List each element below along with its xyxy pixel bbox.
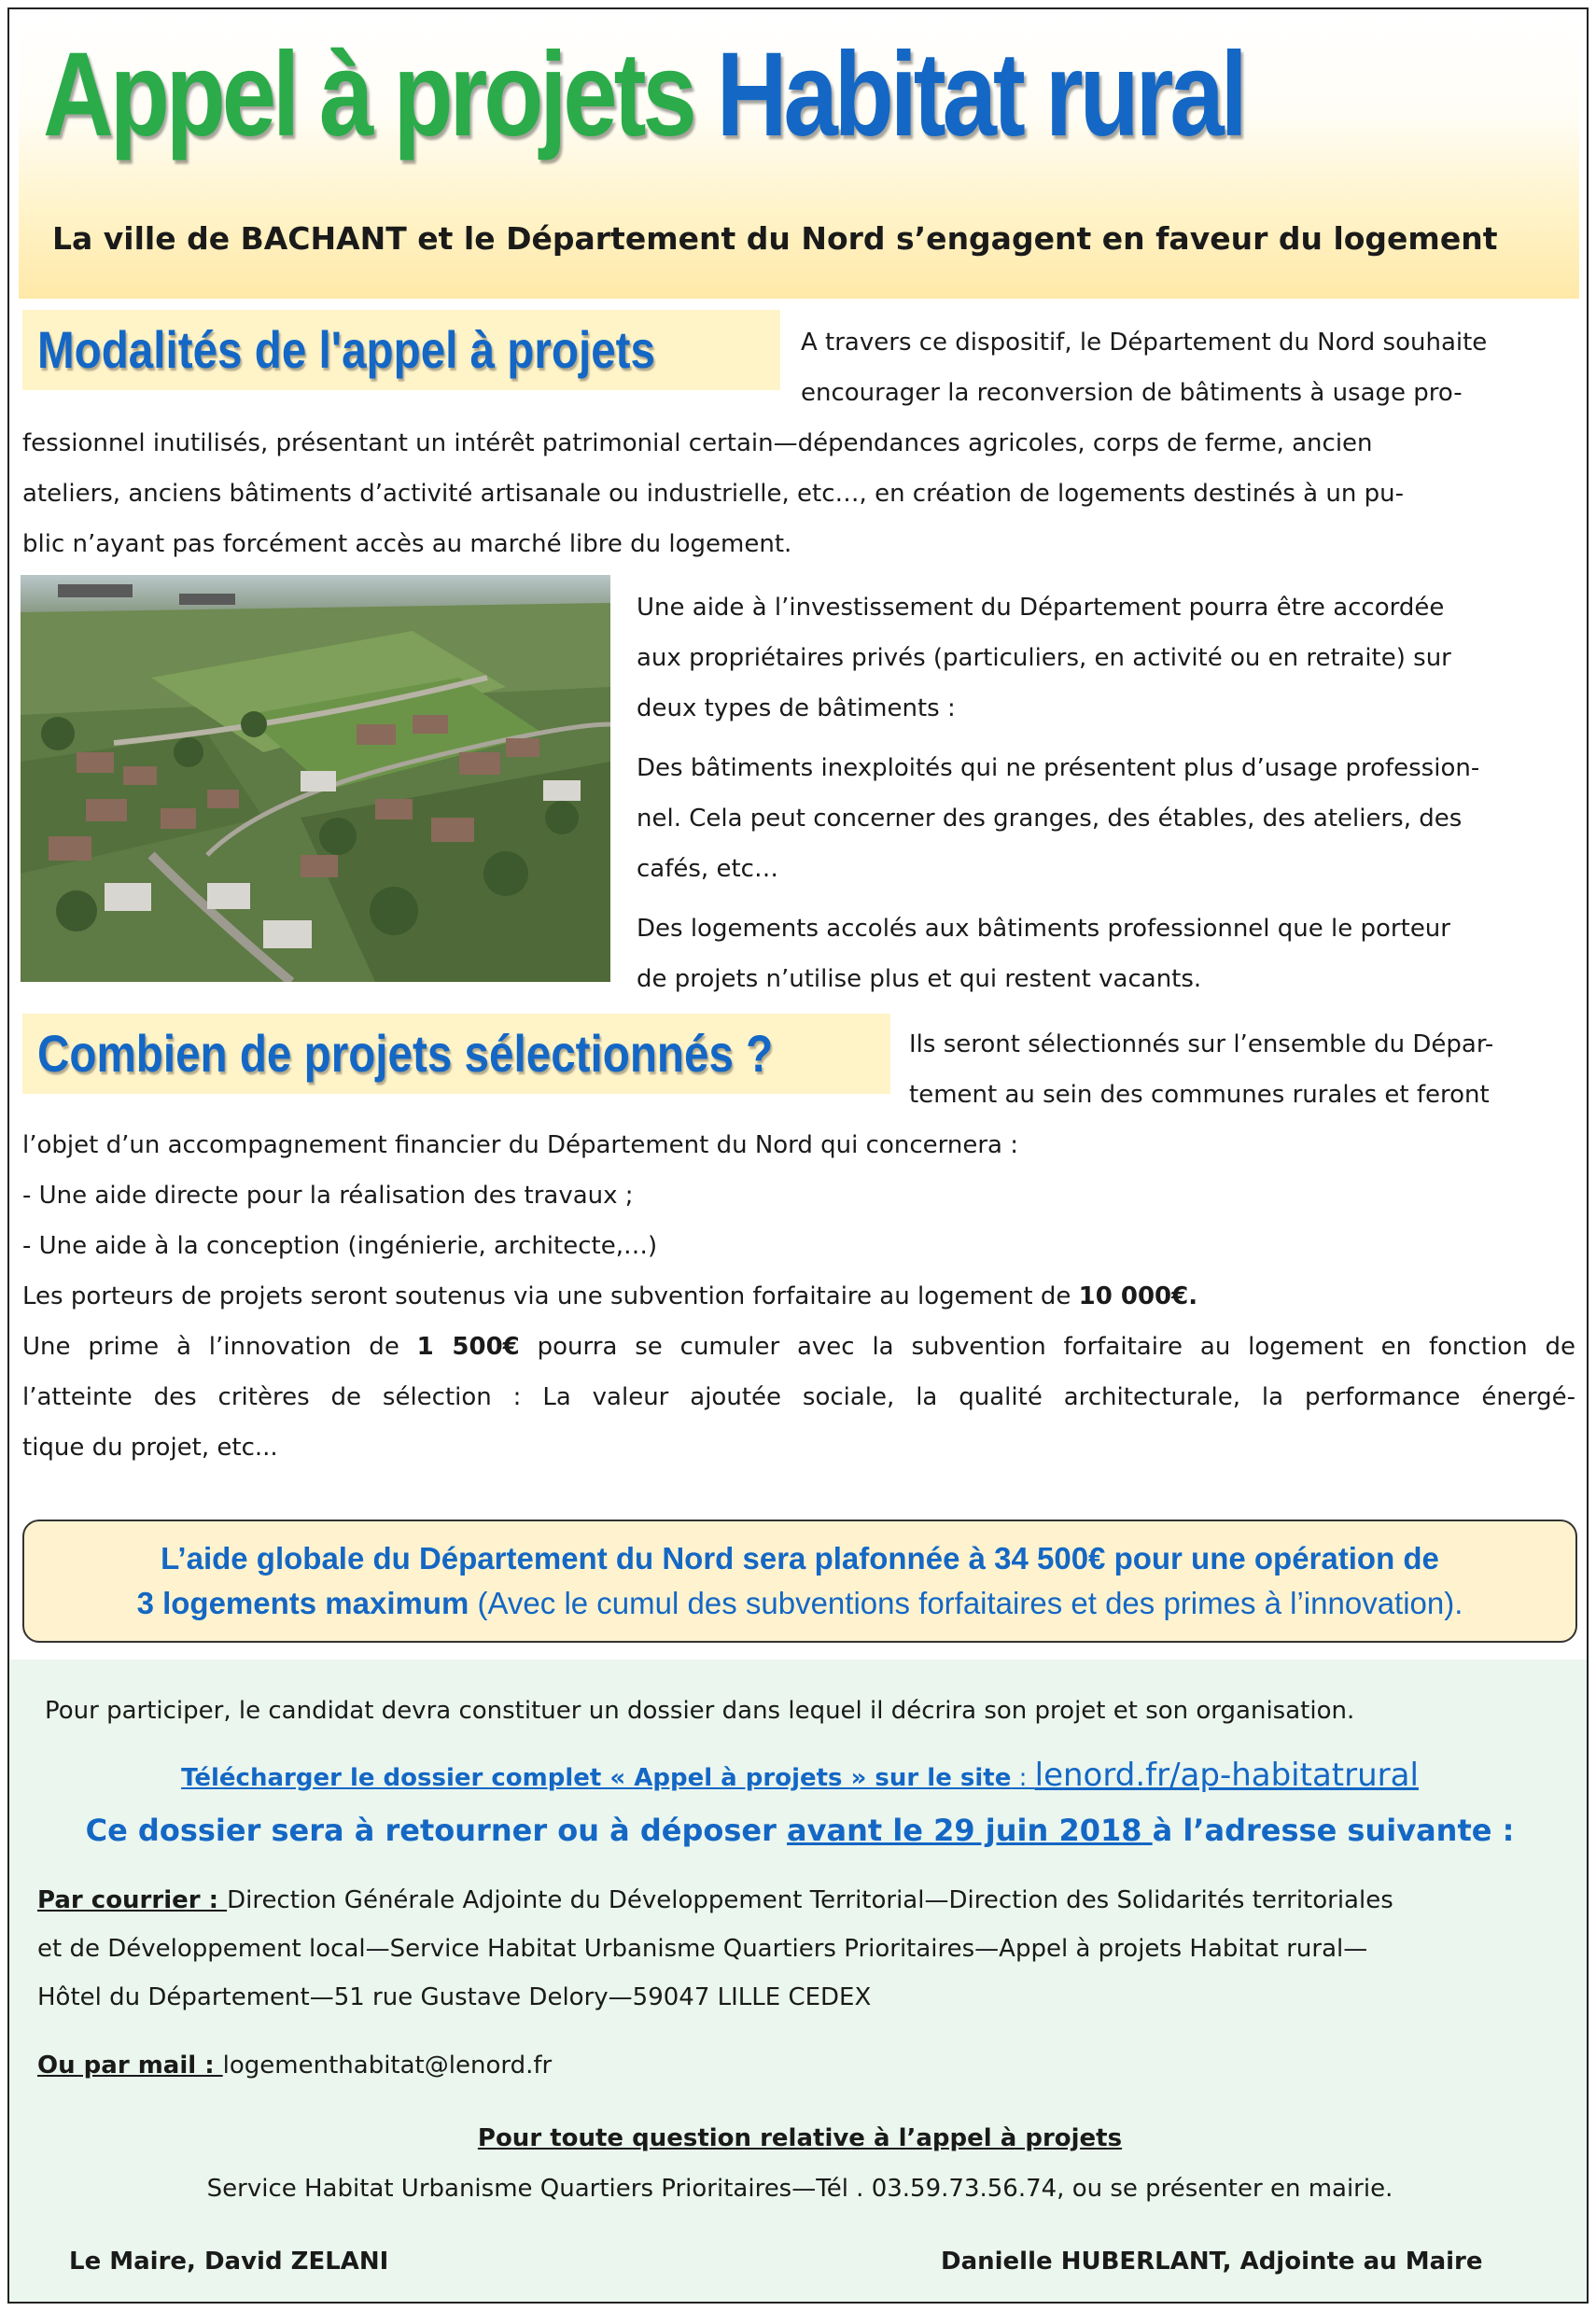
- aerial-village-photo: [21, 575, 610, 982]
- subsidy-line: [22, 1271, 1575, 1322]
- email-label: Ou par mail :: [37, 2052, 223, 2080]
- intro-text: Pour participer, le candidat devra constituer un dossier dans lequel il décrira son projet et son organisation.: [45, 1697, 1355, 1725]
- text-line: blic n’ayant pas forcément accès au marché libre du logement.: [22, 530, 792, 558]
- question-text: Service Habitat Urbanisme Quartiers Prioritaires—Tél . 03.59.73.56.74, ou se présenter en mairie.: [206, 2175, 1393, 2203]
- subsidy-text: Les porteurs de projets seront soutenus via une subvention forfaitaire au logement de: [22, 1282, 1079, 1310]
- section2-full-text: [22, 1120, 1575, 1473]
- funding-cap-line2: [24, 1581, 1575, 1626]
- deadline-date: avant le 29 juin 2018: [787, 1813, 1153, 1848]
- title-part-green: Appel à projets: [43, 28, 693, 161]
- download-separator: :: [1011, 1764, 1035, 1792]
- email-line: [37, 2052, 552, 2080]
- funding-cap-bold: 3 logements maximum: [136, 1586, 469, 1620]
- postal-address: [37, 1876, 1393, 2022]
- text-line: ateliers, anciens bâtiments d’activité artisanale ou industrielle, etc…, en création de logements destinés à un pu-: [22, 480, 1404, 508]
- section-title-modalites: [22, 310, 780, 390]
- prime-text-b: pourra se cumuler avec la subvention forfaitaire au logement en fonction de: [519, 1333, 1575, 1361]
- text-line: deux types de bâtiments :: [637, 694, 956, 722]
- text-line: Des logements accolés aux bâtiments professionnel que le porteur: [637, 915, 1450, 943]
- signature-deputy: Danielle HUBERLANT, Adjointe au Maire: [941, 2248, 1483, 2276]
- download-url-link[interactable]: lenord.fr/ap-habitatrural: [1034, 1757, 1419, 1794]
- question-title: Pour toute question relative à l’appel à projets: [477, 2124, 1123, 2152]
- flyer-page: [7, 7, 1589, 2304]
- postal-line: Hôtel du Département—51 rue Gustave Delory—59047 LILLE CEDEX: [37, 1983, 872, 2011]
- text-line: fessionnel inutilisés, présentant un intérêt patrimonial certain—dépendances agricoles, corps de ferme, ancien: [22, 429, 1373, 457]
- text-line: Une aide à l’investissement du Département pourra être accordée: [637, 594, 1445, 622]
- text-line: nel. Cela peut concerner des granges, des étables, des ateliers, des: [637, 805, 1463, 833]
- text-line: Ils seront sélectionnés sur l’ensemble du Dépar-: [909, 1030, 1494, 1058]
- text-line: tique du projet, etc...: [22, 1434, 278, 1462]
- section2-side-text: [909, 1019, 1575, 1120]
- funding-cap-line1: L’aide globale du Département du Nord sera plafonnée à 34 500€ pour une opération de: [161, 1541, 1439, 1576]
- text-line: Des bâtiments inexploités qui ne présentent plus d’usage profession-: [637, 754, 1480, 782]
- list-item: - Une aide à la conception (ingénierie, architecte,…): [22, 1232, 658, 1260]
- text-line: A travers ce dispositif, le Département du Nord souhaite: [801, 329, 1488, 357]
- page-title: [43, 30, 1244, 161]
- section1-side-text: [801, 317, 1575, 418]
- postal-line: Direction Générale Adjointe du Développement Territorial—Direction des Solidarités territoriales: [227, 1886, 1393, 1914]
- header-banner: [19, 17, 1579, 299]
- section-title-modalites-text: Modalités de l'appel à projets: [37, 320, 656, 379]
- section1-full-text: [22, 418, 1575, 569]
- deadline-text-b: à l’adresse suivante :: [1152, 1813, 1515, 1848]
- text-line: l’objet d’un accompagnement financier du Département du Nord qui concernera :: [22, 1131, 1018, 1159]
- text-line: l’atteinte des critères de sélection : La valeur ajoutée sociale, la qualité architecturale, la performance énergé-: [22, 1383, 1575, 1411]
- subsidy-amount: 10 000€.: [1078, 1282, 1198, 1310]
- title-part-blue: Habitat rural: [716, 28, 1244, 161]
- prime-amount: 1 500€: [416, 1333, 520, 1361]
- prime-line: [22, 1322, 1575, 1372]
- section-title-combien: [22, 1014, 890, 1094]
- email-address[interactable]: logementhabitat@lenord.fr: [222, 2052, 553, 2080]
- page-subtitle: La ville de BACHANT et le Département du Nord s’engagent en faveur du logement: [52, 220, 1498, 257]
- funding-cap-rest: (Avec le cumul des subventions forfaitaires et des primes à l’innovation).: [469, 1586, 1463, 1620]
- application-section: [9, 1660, 1589, 2304]
- text-line: tement au sein des communes rurales et feront: [909, 1081, 1490, 1109]
- photo-side-text: [637, 582, 1575, 1004]
- deadline-line: [9, 1813, 1589, 1848]
- section-title-combien-text: Combien de projets sélectionnés ?: [37, 1024, 774, 1083]
- text-line: de projets n’utilise plus et qui restent vacants.: [637, 965, 1202, 993]
- download-link-label[interactable]: Télécharger le dossier complet « Appel à projets » sur le site: [181, 1764, 1012, 1792]
- text-line: aux propriétaires privés (particuliers, en activité ou en retraite) sur: [637, 644, 1451, 672]
- funding-cap-box: [22, 1520, 1577, 1643]
- postal-line: et de Développement local—Service Habitat Urbanisme Quartiers Prioritaires—Appel à projets Habitat rural—: [37, 1935, 1368, 1963]
- prime-text-a: Une prime à l’innovation de: [22, 1333, 417, 1361]
- signature-mayor: Le Maire, David ZELANI: [69, 2248, 389, 2276]
- download-line[interactable]: [9, 1757, 1589, 1794]
- list-item: - Une aide directe pour la réalisation des travaux ;: [22, 1182, 634, 1210]
- deadline-text-a: Ce dossier sera à retourner ou à déposer: [85, 1813, 788, 1848]
- text-line: cafés, etc…: [637, 855, 778, 883]
- text-line: encourager la reconversion de bâtiments à usage pro-: [801, 379, 1463, 407]
- postal-label: Par courrier :: [37, 1886, 228, 1914]
